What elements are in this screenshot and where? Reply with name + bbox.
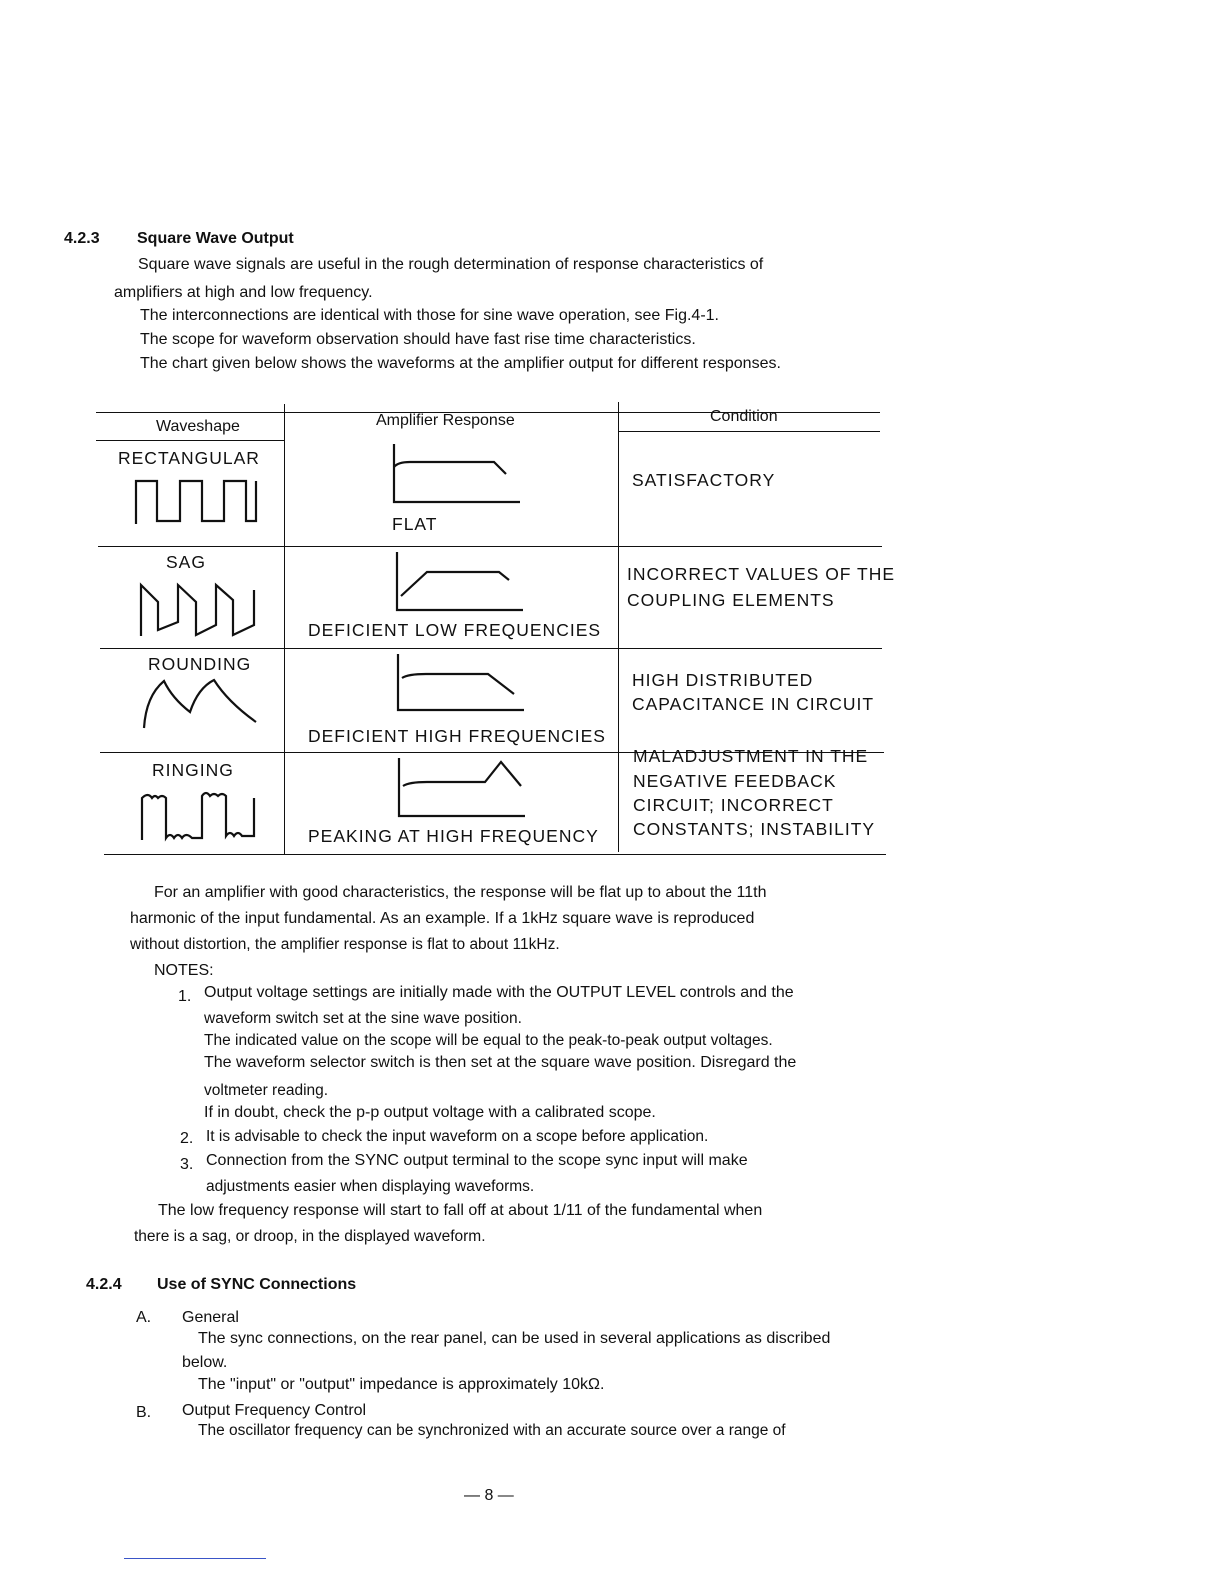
note-line: It is advisable to check the input waveform on a scope before application. — [206, 1128, 709, 1145]
page-number: — 8 — — [464, 1487, 514, 1504]
paragraph-line: For an amplifier with good characteristics, the response will be flat up to about the 11th — [154, 884, 767, 901]
note-line: If in doubt, check the p-p output voltage with a calibrated scope. — [204, 1104, 656, 1121]
paragraph-line: The sync connections, on the rear panel, can be used in several applications as discribed — [198, 1330, 831, 1347]
paragraph-line: there is a sag, or droop, in the displayed waveform. — [134, 1228, 486, 1245]
deficient-high-response-icon — [396, 652, 536, 720]
waveshape-label-rounding: ROUNDING — [148, 654, 252, 674]
section-title: Use of SYNC Connections — [157, 1276, 357, 1293]
waveshape-label-rectangular: RECTANGULAR — [118, 448, 260, 468]
item-label: A. — [136, 1309, 152, 1326]
paragraph-line: amplifiers at high and low frequency. — [114, 284, 373, 301]
deficient-low-response-icon — [395, 550, 535, 620]
condition-text: COUPLING ELEMENTS — [627, 590, 835, 610]
column-rule — [284, 404, 285, 854]
note-line: voltmeter reading. — [204, 1082, 329, 1099]
waveshape-label-ringing: RINGING — [152, 760, 234, 780]
condition-text: NEGATIVE FEEDBACK — [633, 771, 837, 791]
peaking-response-icon — [397, 756, 537, 826]
condition-text: CONSTANTS; INSTABILITY — [633, 819, 876, 839]
note-line: The indicated value on the scope will be equal to the peak-to-peak output voltages. — [204, 1032, 773, 1049]
column-rule — [618, 402, 619, 852]
response-label-peaking: PEAKING AT HIGH FREQUENCY — [308, 826, 599, 846]
note-line: Output voltage settings are initially made with the OUTPUT LEVEL controls and the — [204, 984, 794, 1001]
footer-rule — [124, 1558, 266, 1559]
condition-text: MALADJUSTMENT IN THE — [633, 746, 869, 766]
paragraph-line: The interconnections are identical with those for sine wave operation, see Fig.4-1. — [140, 307, 719, 324]
table-bottom-rule — [104, 854, 886, 855]
note-line: The waveform selector switch is then set at the square wave position. Disregard the — [204, 1054, 797, 1071]
section-number: 4.2.3 — [64, 230, 100, 247]
notes-label: NOTES: — [154, 962, 214, 979]
note-line: waveform switch set at the sine wave position. — [204, 1010, 522, 1027]
condition-text: INCORRECT VALUES OF THE — [627, 564, 896, 584]
row-rule — [98, 546, 882, 547]
paragraph-line: The oscillator frequency can be synchronized with an accurate source over a range of — [198, 1422, 786, 1439]
item-title: General — [182, 1309, 239, 1326]
condition-text: SATISFACTORY — [632, 470, 776, 490]
paragraph-line: The chart given below shows the waveforms at the amplifier output for different responses. — [140, 355, 781, 372]
flat-response-icon — [392, 442, 532, 512]
item-title: Output Frequency Control — [182, 1402, 367, 1419]
note-number: 2. — [180, 1130, 194, 1147]
paragraph-line: harmonic of the input fundamental. As an example. If a 1kHz square wave is reproduced — [130, 910, 755, 927]
paragraph-line: below. — [182, 1354, 228, 1371]
note-line: Connection from the SYNC output terminal to the scope sync input will make — [206, 1152, 748, 1169]
waveshape-label-sag: SAG — [166, 552, 206, 572]
condition-text: HIGH DISTRIBUTED — [632, 670, 814, 690]
note-line: adjustments easier when displaying waveforms. — [206, 1178, 535, 1195]
response-label-flat: FLAT — [392, 514, 438, 534]
paragraph-line: The scope for waveform observation should have fast rise time characteristics. — [140, 331, 696, 348]
condition-text: CIRCUIT; INCORRECT — [633, 795, 834, 815]
header-rule — [96, 440, 284, 441]
item-label: B. — [136, 1404, 152, 1421]
paragraph-line: Square wave signals are useful in the rough determination of response characteristics of — [138, 256, 764, 273]
note-number: 3. — [180, 1156, 194, 1173]
section-number: 4.2.4 — [86, 1276, 122, 1293]
section-title: Square Wave Output — [137, 230, 294, 247]
ringing-waveform-icon — [140, 790, 270, 850]
sag-waveform-icon — [136, 580, 266, 648]
rectangular-waveform-icon — [136, 476, 266, 536]
row-rule — [100, 648, 882, 649]
condition-text: CAPACITANCE IN CIRCUIT — [632, 694, 875, 714]
header-rule — [618, 431, 880, 432]
rounding-waveform-icon — [142, 676, 272, 736]
response-label-deficient-low: DEFICIENT LOW FREQUENCIES — [308, 620, 602, 640]
paragraph-line: The low frequency response will start to fall off at about 1/11 of the fundamental when — [158, 1202, 763, 1219]
paragraph-line: The "input" or "output" impedance is approximately 10kΩ. — [198, 1376, 605, 1393]
note-number: 1. — [178, 988, 192, 1005]
paragraph-line: without distortion, the amplifier response is flat to about 11kHz. — [130, 936, 560, 953]
response-label-deficient-high: DEFICIENT HIGH FREQUENCIES — [308, 726, 606, 746]
header-waveshape: Waveshape — [156, 418, 240, 435]
header-condition: Condition — [710, 408, 778, 425]
header-amplifier-response: Amplifier Response — [376, 412, 515, 429]
